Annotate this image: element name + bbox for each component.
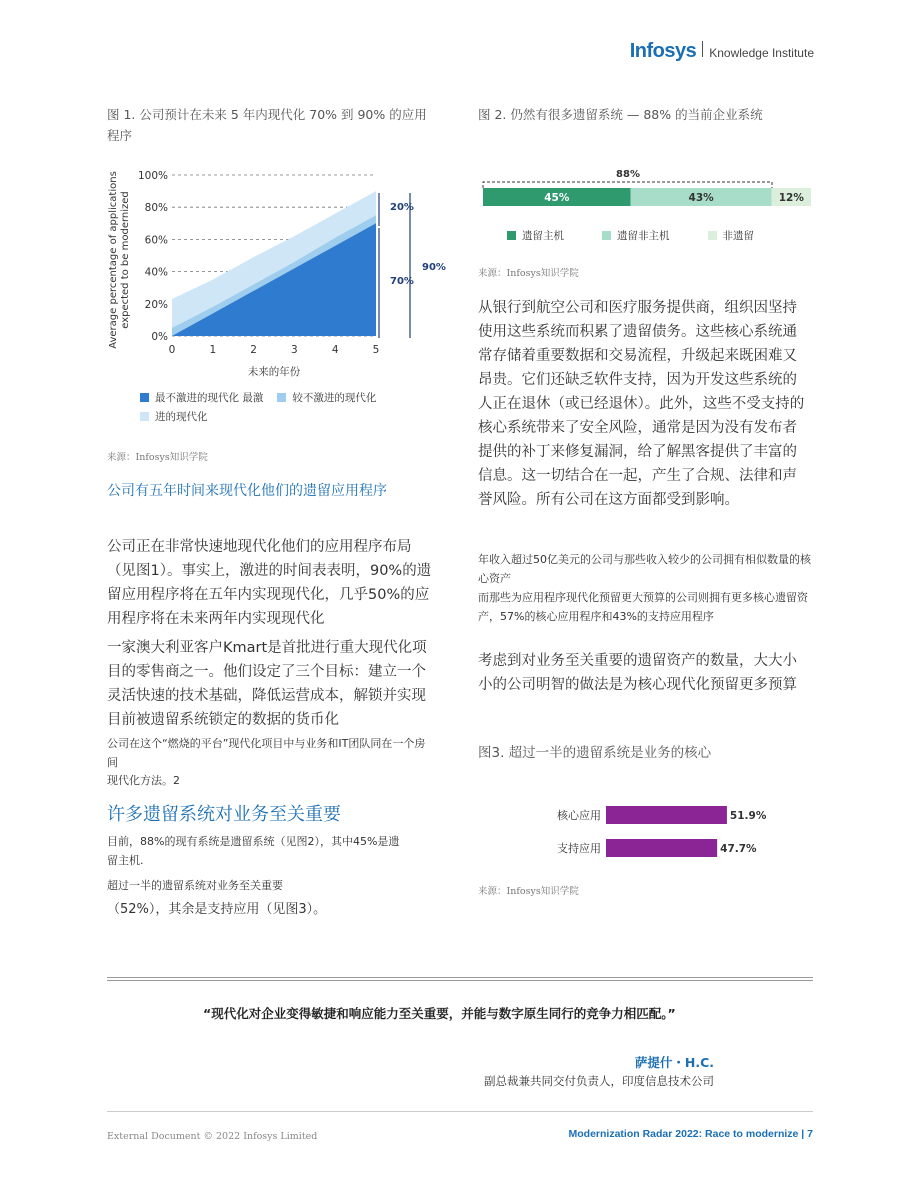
legend-swatch <box>140 412 149 421</box>
fig2-bar-label: 43% <box>688 192 714 204</box>
fig3-title: 图3. 超过一半的遗留系统是业务的核心 <box>478 745 712 761</box>
legend-item-mainframe <box>507 228 564 243</box>
annotation-20: 20% <box>390 202 414 213</box>
right-paragraph-3: 而那些为应用程序现代化预留更大预算的公司则拥有更多核心遗留资产，57%的核心应用程序和43%的支持应用程序 <box>478 591 808 623</box>
fig1-x-tick-label: 2 <box>250 344 257 356</box>
fig1-legend <box>140 390 430 424</box>
right-paragraph-2: 年收入超过50亿美元的公司与那些收入较少的公司拥有相似数量的核心资产 <box>478 553 811 585</box>
legend-swatch <box>708 231 717 240</box>
fig2-bar-label: 12% <box>778 192 804 204</box>
fig3-bar <box>606 839 717 857</box>
fig1-source: 来源：Infosys知识学院 <box>107 452 208 463</box>
fig1-x-tick-label: 5 <box>372 344 380 356</box>
legend-item-less <box>277 390 376 405</box>
fig3-bars <box>557 806 767 857</box>
brand-name: Infosys <box>629 40 697 62</box>
fig1-y-tick-label: 0% <box>151 331 168 343</box>
fig1-title: 图 1. 公司预计在未来 5 年内现代化 70% 到 90% 的应用程序 <box>107 107 427 143</box>
fig1-y-tick-label: 40% <box>144 266 168 279</box>
annotation-90: 90% <box>422 262 446 273</box>
left-paragraph-5b: （52%），其余是支持应用（见图3）。 <box>107 902 327 917</box>
fig1-x-tick-label: 1 <box>209 344 217 356</box>
legend-item-least <box>140 390 263 405</box>
legend-label: 最不激进的现代化 最激 <box>155 392 264 404</box>
quote-top-rule-2 <box>107 980 813 981</box>
legend-label: 进的现代化 <box>155 411 208 423</box>
legend-item-most <box>140 409 430 424</box>
left-paragraph-1: 公司正在非常快速地现代化他们的应用程序布局（见图1）。事实上，激进的时间表表明，90%的遗留应用程序将在五年内实现现代化，几乎50%的应用程序将在未来两年内实现现代化 <box>107 539 432 627</box>
fig2-source: 来源：Infosys知识学院 <box>478 268 579 279</box>
footer-copyright: External Document © 2022 Infosys Limited <box>107 1131 318 1142</box>
logo-divider <box>702 41 703 57</box>
fig2-title: 图 2. 仍然有很多遗留系统 — 88% 的当前企业系统 <box>478 107 763 122</box>
legend-swatch <box>507 231 516 240</box>
footer-rule <box>107 1111 813 1112</box>
quote-author: 萨提什・H.C. <box>634 1055 714 1070</box>
fig1-y-axis-label-2: expected to be modernized <box>120 191 131 329</box>
legend-swatch <box>602 231 611 240</box>
annotation-70: 70% <box>390 276 414 287</box>
fig3-value-label: 47.7% <box>720 843 757 855</box>
fig1-y-tick-label: 80% <box>144 202 168 215</box>
fig2-bars <box>483 188 811 206</box>
left-paragraph-3a: 公司在这个“燃烧的平台”现代化项目中与业务和IT团队同在一个房间 <box>107 737 426 769</box>
legend-swatch <box>140 393 149 402</box>
fig2-legend <box>507 228 754 243</box>
fig1-x-tick-label: 4 <box>331 344 339 356</box>
fig1-y-tick-label: 100% <box>137 170 168 182</box>
legend-label: 非遗留 <box>722 230 754 242</box>
fig3-chart <box>478 796 818 866</box>
fig3-value-label: 51.9% <box>729 810 767 822</box>
infosys-logo <box>630 40 814 63</box>
section-heading-five-years: 公司有五年时间来现代化他们的遗留应用程序 <box>107 483 387 499</box>
fig1-x-tick-label: 3 <box>291 344 298 356</box>
fig1-y-tick-label: 60% <box>144 234 168 247</box>
fig1-x-tick-label: 0 <box>168 344 176 356</box>
quote-author-role: 副总裁兼共同交付负责人，印度信息技术公司 <box>484 1074 714 1088</box>
fig1-chart <box>104 160 454 385</box>
fig3-source: 来源：Infosys知识学院 <box>478 886 579 897</box>
fig1-y-tick-label: 20% <box>144 298 168 311</box>
left-paragraph-2: 一家澳大利亚客户Kmart是首批进行重大现代化项目的零售商之一。他们设定了三个目标：建立一个灵活快速的技术基础，降低运营成本，解锁并实现目前被遗留系统锁定的数据的货币化 <box>107 640 427 728</box>
right-paragraph-1: 从银行到航空公司和医疗服务提供商，组织因坚持使用这些系统而积累了遗留债务。这些核心系统通常存储着重要数据和交易流程，升级起来既困难又昂贵。它们还缺乏软件支持，因为开发这些系统的人正在退休（或已经退休）。此外，这些不受支持的核心系统带来了安全风险，通常是因为没有发布者提供的补丁来修复漏洞，给了解黑客提供了丰富的信息。这一切结合在一起，产生了合规、法律和声誉风险。所有公司在这方面都受到影响。 <box>478 300 805 508</box>
fig2-bracket <box>483 182 772 188</box>
fig3-bar <box>606 806 727 824</box>
quote-top-rule <box>107 977 813 978</box>
fig1-y-axis-label-1: Average percentage of applications <box>108 171 119 349</box>
fig3-category-label: 支持应用 <box>557 842 601 855</box>
fig2-bar-label: 45% <box>544 192 570 204</box>
left-paragraph-3b: 现代化方法。2 <box>107 774 180 787</box>
quote-text: “现代化对企业变得敏捷和响应能力至关重要，并能与数字原生同行的竞争力相匹配。” <box>203 1006 676 1021</box>
legend-swatch <box>277 393 286 402</box>
legend-label: 较不激进的现代化 <box>292 392 377 404</box>
brand-subtitle: Knowledge Institute <box>709 46 814 60</box>
left-paragraph-4: 目前，88%的现有系统是遗留系统（见图2），其中45%是遗留主机. <box>107 835 400 867</box>
fig3-category-label: 核心应用 <box>557 809 601 822</box>
section-heading-critical: 许多遗留系统对业务至关重要 <box>107 804 341 825</box>
legend-label: 遗留非主机 <box>617 230 670 242</box>
legend-item-non-mainframe <box>602 228 670 243</box>
left-paragraph-5a: 超过一半的遗留系统对业务至关重要 <box>107 879 283 892</box>
legend-label: 遗留主机 <box>522 230 564 242</box>
right-paragraph-4: 考虑到对业务至关重要的遗留资产的数量，大大小小的公司明智的做法是为核心现代化预留更多预算 <box>478 653 797 693</box>
footer-page-title: Modernization Radar 2022: Race to modernize | 7 <box>568 1128 813 1140</box>
fig2-bracket-label: 88% <box>616 169 640 180</box>
fig1-x-axis-label: 未来的年份 <box>247 366 301 378</box>
legend-item-non-legacy <box>708 228 755 243</box>
